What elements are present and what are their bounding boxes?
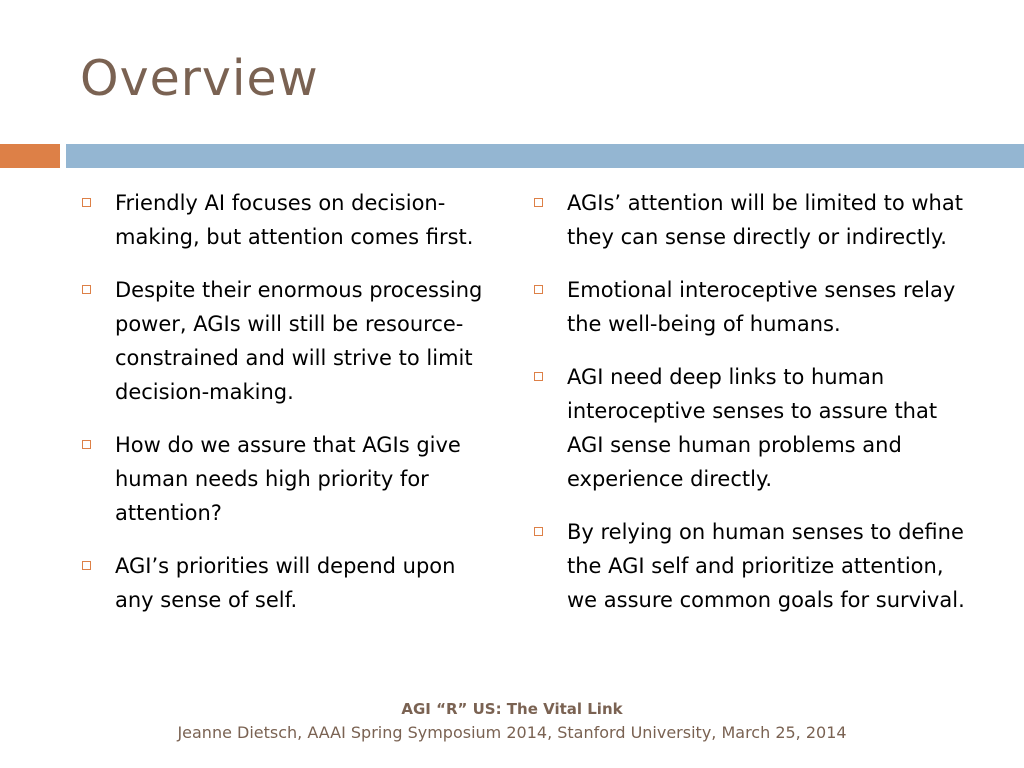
hollow-square-bullet-icon bbox=[534, 285, 543, 294]
bullet-item bbox=[80, 428, 500, 530]
bullet-text: AGI’s priorities will depend upon any sense of self. bbox=[115, 554, 456, 612]
bullet-text: Emotional interoceptive senses relay the well-being of humans. bbox=[567, 278, 956, 336]
bullet-item bbox=[532, 186, 972, 254]
hollow-square-bullet-icon bbox=[82, 561, 91, 570]
bullet-list-right bbox=[532, 186, 972, 636]
hollow-square-bullet-icon bbox=[534, 527, 543, 536]
hollow-square-bullet-icon bbox=[82, 198, 91, 207]
bullet-text: By relying on human senses to define the AGI self and prioritize attention, we assure common goals for survival. bbox=[567, 520, 965, 612]
bullet-text: How do we assure that AGIs give human needs high priority for attention? bbox=[115, 433, 461, 525]
bullet-list-left bbox=[80, 186, 500, 636]
hollow-square-bullet-icon bbox=[534, 372, 543, 381]
accent-bar-orange bbox=[0, 144, 60, 168]
hollow-square-bullet-icon bbox=[534, 198, 543, 207]
bullet-text: Friendly AI focuses on decision-making, but attention comes first. bbox=[115, 191, 474, 249]
bullet-item bbox=[532, 360, 972, 496]
hollow-square-bullet-icon bbox=[82, 285, 91, 294]
hollow-square-bullet-icon bbox=[82, 440, 91, 449]
bullet-item bbox=[532, 273, 972, 341]
footer-title: AGI “R” US: The Vital Link bbox=[401, 700, 623, 718]
bullet-item bbox=[80, 186, 500, 254]
bullet-item bbox=[532, 515, 972, 617]
accent-bar-blue bbox=[66, 144, 1024, 168]
bullet-item bbox=[80, 273, 500, 409]
footer-subtitle: Jeanne Dietsch, AAAI Spring Symposium 2014, Stanford University, March 25, 2014 bbox=[177, 723, 847, 742]
slide-title: Overview bbox=[80, 50, 319, 107]
bullet-item bbox=[80, 549, 500, 617]
bullet-text: AGIs’ attention will be limited to what they can sense directly or indirectly. bbox=[567, 191, 963, 249]
bullet-text: Despite their enormous processing power, AGIs will still be resource-constrained and will strive to limit decision-making. bbox=[115, 278, 483, 404]
bullet-text: AGI need deep links to human interoceptive senses to assure that AGI sense human problems and experience directly. bbox=[567, 365, 938, 491]
